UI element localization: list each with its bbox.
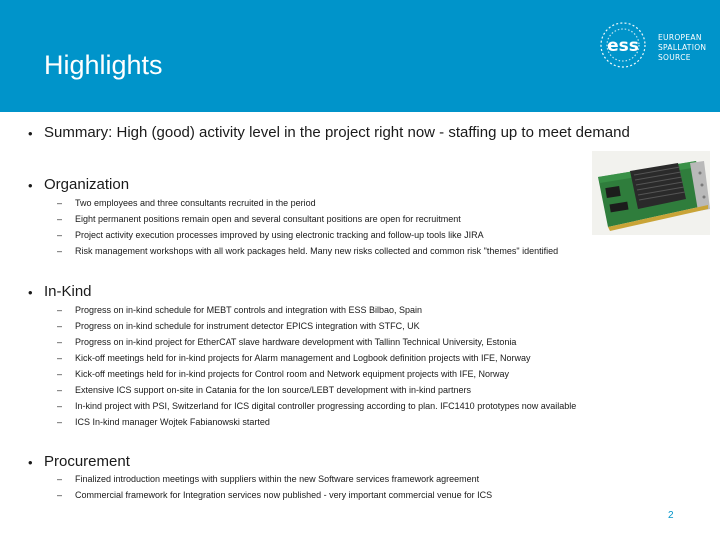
- list-item-text: Kick-off meetings held for in-kind projects for Alarm management and Logbook definition projects with IFE, Norway: [75, 353, 531, 363]
- list-item-text: Two employees and three consultants recruited in the period: [75, 198, 316, 208]
- dash-symbol: –: [57, 337, 63, 347]
- list-item-text: Kick-off meetings held for in-kind projects for Control room and Network equipment projects with IFE, Norway: [75, 369, 510, 379]
- dash-symbol: –: [57, 230, 63, 240]
- list-item: [0, 401, 720, 417]
- dash-symbol: –: [57, 417, 63, 427]
- dash-symbol: –: [57, 214, 63, 224]
- list-item-text: Commercial framework for Integration services now published - very important commercial venue for ICS: [75, 490, 493, 500]
- bullet-symbol: •: [28, 126, 33, 141]
- list-item-text: Extensive ICS support on-site in Catania for the Ion source/LEBT development with in-kind partners: [75, 385, 472, 395]
- dash-symbol: –: [57, 401, 63, 411]
- circuit-board-icon: [592, 151, 710, 235]
- bullet-text: Organization: [44, 176, 130, 193]
- list-item: [0, 417, 720, 433]
- slide-header: [0, 0, 720, 112]
- dash-symbol: –: [57, 305, 63, 315]
- list-item: [0, 353, 720, 369]
- list-item-text: Finalized introduction meetings with suppliers within the new Software services framework agreement: [75, 474, 480, 484]
- page-number: 2: [668, 510, 674, 521]
- dash-symbol: –: [57, 246, 63, 256]
- list-item-text: Progress on in-kind schedule for MEBT controls and integration with ESS Bilbao, Spain: [75, 305, 423, 315]
- dash-symbol: –: [57, 369, 63, 379]
- ess-logo: [596, 20, 711, 70]
- list-item-text: Progress on in-kind project for EtherCAT slave hardware development with Tallinn Technical University, Estonia: [75, 337, 517, 347]
- bullet-symbol: •: [28, 455, 33, 470]
- dash-symbol: –: [57, 321, 63, 331]
- list-item: [0, 474, 720, 490]
- list-item: [0, 490, 720, 506]
- dash-symbol: –: [57, 353, 63, 363]
- dash-symbol: –: [57, 474, 63, 484]
- list-item-text: Progress on in-kind schedule for instrument detector EPICS integration with STFC, UK: [75, 321, 420, 331]
- ess-logo-text: [658, 33, 706, 63]
- list-item-text: ICS In-kind manager Wojtek Fabianowski started: [75, 417, 270, 427]
- dash-symbol: –: [57, 490, 63, 500]
- list-item: [0, 337, 720, 353]
- bullet-text: Summary: High (good) activity level in the project right now - staffing up to meet demand: [44, 124, 630, 141]
- list-item: [0, 369, 720, 385]
- dash-symbol: –: [57, 385, 63, 395]
- list-item-text: Project activity execution processes improved by using electronic tracking and follow-up tools like JIRA: [75, 230, 484, 240]
- ess-logo-line: EUROPEAN: [658, 33, 702, 42]
- ess-logo-mark-text: ess: [607, 36, 639, 56]
- dash-symbol: –: [57, 198, 63, 208]
- list-item-text: Eight permanent positions remain open and several consultant positions are open for recruitment: [75, 214, 461, 224]
- list-item: [0, 305, 720, 321]
- bullet-text: Procurement: [44, 453, 130, 470]
- bullet-text: In-Kind: [44, 283, 92, 300]
- list-item: [0, 321, 720, 337]
- bullet-symbol: •: [28, 285, 33, 300]
- ess-logo-line: SOURCE: [658, 53, 691, 62]
- slide-title: Highlights: [44, 50, 163, 80]
- ess-logo-icon: [596, 20, 654, 70]
- ess-logo-line: SPALLATION: [658, 43, 707, 52]
- list-item-text: Risk management workshops with all work packages held. Many new risks collected and common risk "themes" identified: [75, 246, 559, 256]
- list-item-text: In-kind project with PSI, Switzerland for ICS digital controller progressing according to plan. IFC1410 prototypes now available: [75, 401, 577, 411]
- bullet-symbol: •: [28, 178, 33, 193]
- list-item: [0, 385, 720, 401]
- list-item: [0, 246, 720, 262]
